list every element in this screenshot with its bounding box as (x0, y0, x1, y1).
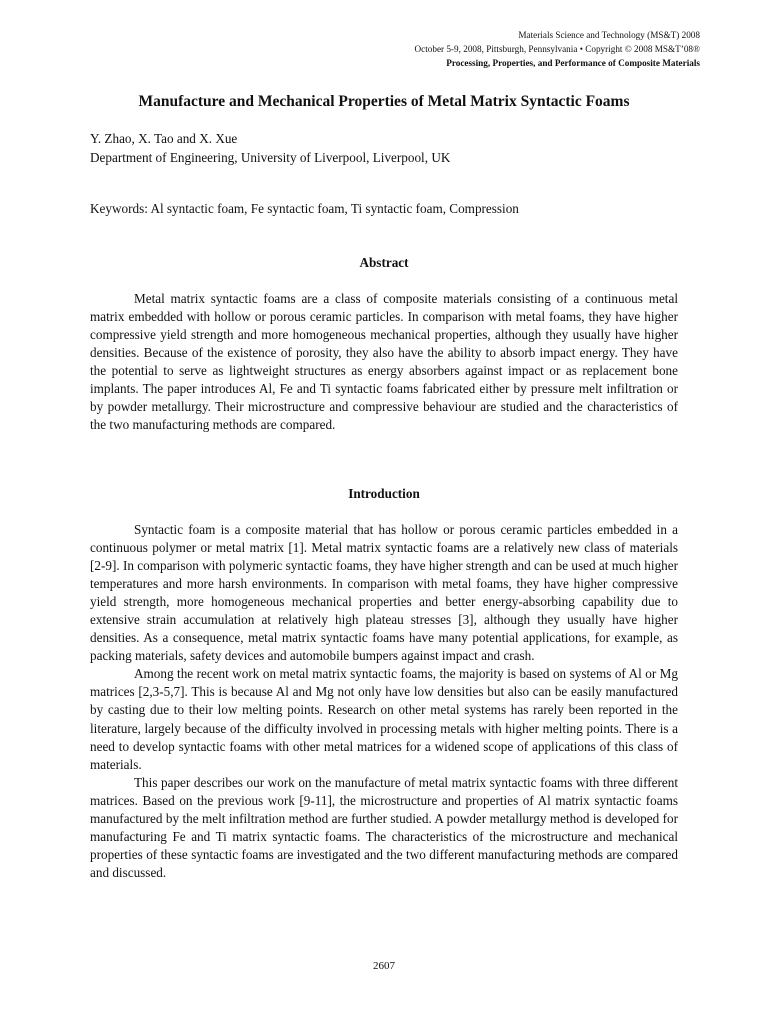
session-title: Processing, Properties, and Performance of Composite Materials (446, 58, 700, 68)
paper-title: Manufacture and Mechanical Properties of Metal Matrix Syntactic Foams (138, 93, 630, 110)
conference-date-copyright: October 5-9, 2008, Pittsburgh, Pennsylvania • Copyright © 2008 MS&T’08® (414, 44, 700, 54)
conference-header (415, 28, 700, 70)
conference-name: Materials Science and Technology (MS&T) 2008 (518, 30, 700, 40)
page-number: 2607 (373, 960, 395, 972)
introduction-body (90, 521, 678, 882)
introduction-paragraph-1: Syntactic foam is a composite material that has hollow or porous ceramic particles embedded in a continuous polymer or metal matrix [1]. Metal matrix syntactic foams are a relatively new class of materials [2-9]. In comparison with polymeric syntactic foams, they have higher strength and can be used at much higher temperatures and more harsh environments. In comparison with metal foams, they have higher compressive yield strength, more homogeneous mechanical properties and better energy-absorbing capability due to extensive strain accumulation at relatively high plateau stresses [3], although they usually have higher densities. As a consequence, metal matrix syntactic foams have many potential applications, for example, as packing materials, safety devices and automobile bumpers against impact and crash. (90, 522, 678, 664)
abstract-body (90, 290, 678, 434)
author-affiliation: Department of Engineering, University of Liverpool, Liverpool, UK (90, 150, 451, 165)
keywords-line: Keywords: Al syntactic foam, Fe syntactic foam, Ti syntactic foam, Compression (90, 201, 519, 216)
introduction-paragraph-3: This paper describes our work on the manufacture of metal matrix syntactic foams with three different matrices. Based on the previous work [9-11], the microstructure and properties of Al matrix syntactic foams manufactured by the melt infiltration method are further studied. A powder metallurgy method is developed for manufacturing Fe and Ti matrix syntactic foams. The characteristics of the microstructure and mechanical properties of these syntactic foams are investigated and the two different manufacturing methods are compared and discussed. (90, 774, 678, 880)
author-list: Y. Zhao, X. Tao and X. Xue (90, 131, 238, 146)
introduction-paragraph-2: Among the recent work on metal matrix syntactic foams, the majority is based on systems of Al or Mg matrices [2,3-5,7]. This is because Al and Mg not only have low densities but also can be easily manufactured by casting due to their low melting points. Research on other metal systems has rarely been reported in the literature, largely because of the difficulty involved in processing metals with higher melting points. There is a need to develop syntactic foams with other metal matrices for a widened scope of applications of this class of materials. (90, 666, 678, 772)
abstract-heading: Abstract (359, 255, 409, 270)
introduction-heading: Introduction (348, 486, 420, 501)
abstract-paragraph: Metal matrix syntactic foams are a class of composite materials consisting of a continuous metal matrix embedded with hollow or porous ceramic particles. In comparison with metal foams, they have higher compressive yield strength and more homogeneous mechanical properties, although they usually have higher densities. Because of the existence of porosity, they also have the ability to absorb impact energy. They have the potential to serve as lightweight structures as energy absorbers against impact or as replacement bone implants. The paper introduces Al, Fe and Ti syntactic foams fabricated either by pressure melt infiltration or by powder metallurgy. Their microstructure and compressive behaviour are studied and the characteristics of the two manufacturing methods are compared. (90, 291, 678, 433)
